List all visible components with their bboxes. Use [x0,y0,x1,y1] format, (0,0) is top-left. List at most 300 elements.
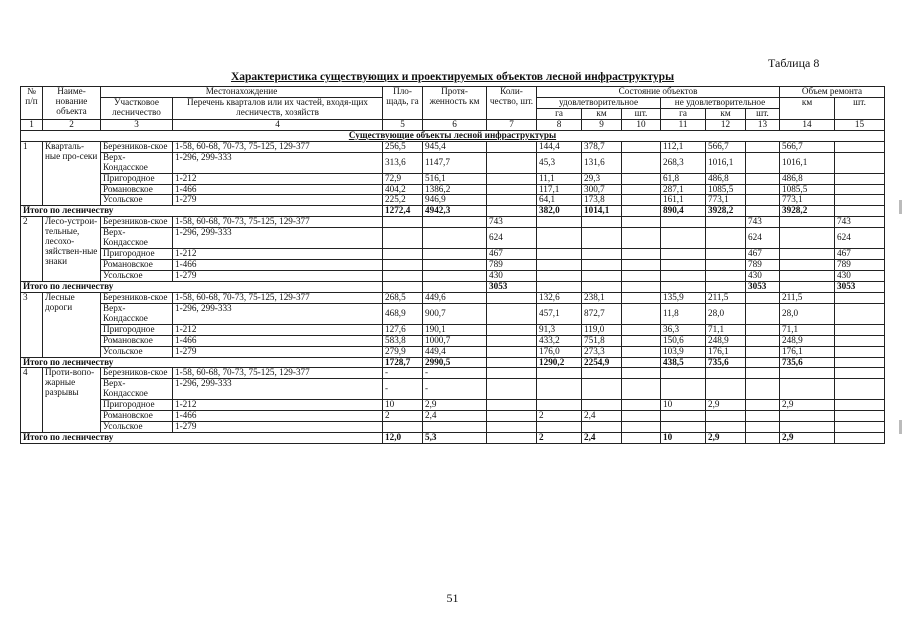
value-cell: 2,9 [423,400,487,411]
value-cell: 103,9 [661,346,706,357]
table-row [21,184,885,195]
quarters-list: 1-58, 60-68, 70-73, 75-125, 129-377 [173,141,383,152]
value-cell [706,379,746,400]
total-value: 5,3 [423,433,487,444]
total-value: 2,4 [582,433,622,444]
value-cell: 112,1 [661,141,706,152]
table-row [21,368,885,379]
total-value [835,433,885,444]
value-cell: 72,9 [383,173,423,184]
value-cell [835,346,885,357]
value-cell [661,368,706,379]
value-cell [383,260,423,271]
value-cell [582,271,622,282]
value-cell: 583,8 [383,335,423,346]
value-cell: 211,5 [706,292,746,303]
value-cell [746,379,780,400]
value-cell: 268,5 [383,292,423,303]
value-cell: 1016,1 [780,152,835,173]
header-row-1 [21,87,885,98]
value-cell [746,422,780,433]
total-value: 3053 [835,281,885,292]
total-value: 2254,9 [582,357,622,368]
value-cell [835,184,885,195]
value-cell: 404,2 [383,184,423,195]
value-cell: 10 [661,400,706,411]
forestry-district: Верх-Кондасское [101,152,173,173]
value-cell [582,368,622,379]
value-cell: 2 [537,411,582,422]
value-cell [582,379,622,400]
forestry-district: Романовское [101,184,173,195]
forestry-district: Романовское [101,335,173,346]
value-cell [746,411,780,422]
value-cell: 566,7 [706,141,746,152]
value-cell: 176,0 [537,346,582,357]
object-name: Лесные дороги [43,292,101,357]
value-cell: 430 [746,271,780,282]
object-number: 4 [21,368,43,433]
value-cell: 45,3 [537,152,582,173]
column-number: 11 [661,119,706,130]
forestry-district: Березников-ское [101,217,173,228]
total-value: 4942,3 [423,206,487,217]
table-body [21,130,885,443]
margin-mark [899,420,902,434]
col-bad-header: не удовлетворительное [661,97,780,108]
total-value: 1728,7 [383,357,423,368]
forestry-district: Березников-ское [101,368,173,379]
value-cell [746,184,780,195]
value-cell [706,249,746,260]
value-cell: 430 [487,271,537,282]
value-cell: 872,7 [582,303,622,324]
value-cell [423,217,487,228]
value-cell [622,152,661,173]
value-cell [706,217,746,228]
col-good-header: удовлетворительное [537,97,661,108]
table-title: Характеристика существующих и проектируемых объектов лесной инфраструктуры [230,71,675,83]
total-value: 10 [661,433,706,444]
table-row [21,411,885,422]
value-cell [746,292,780,303]
value-cell: 624 [835,228,885,249]
value-cell [706,228,746,249]
col-num-header: № п/п [21,87,43,120]
value-cell [706,271,746,282]
value-cell [582,217,622,228]
value-cell [582,400,622,411]
value-cell: 449,6 [423,292,487,303]
value-cell [423,422,487,433]
quarters-list: 1-466 [173,335,383,346]
forestry-district: Пригородное [101,400,173,411]
value-cell: 287,1 [661,184,706,195]
table-row [21,346,885,357]
table-row [21,141,885,152]
value-cell [835,173,885,184]
quarters-list: 1-466 [173,411,383,422]
table-row [21,379,885,400]
total-value [661,281,706,292]
value-cell: 624 [487,228,537,249]
value-cell [487,184,537,195]
value-cell: 176,1 [780,346,835,357]
value-cell: 378,7 [582,141,622,152]
total-value [746,206,780,217]
forestry-district: Романовское [101,411,173,422]
col-qty-header: Коли-чество, шт. [487,87,537,120]
value-cell: 132,6 [537,292,582,303]
value-cell: 1000,7 [423,335,487,346]
value-cell: 268,3 [661,152,706,173]
value-cell [746,173,780,184]
section-title: Существующие объекты лесной инфраструктуры [21,130,885,141]
total-value [746,433,780,444]
value-cell [780,379,835,400]
forestry-district: Пригородное [101,173,173,184]
value-cell [423,249,487,260]
table-row [21,303,885,324]
value-cell [383,422,423,433]
value-cell: 743 [835,217,885,228]
table-row [21,217,885,228]
column-number: 7 [487,119,537,130]
value-cell: - [423,379,487,400]
value-cell [661,271,706,282]
value-cell: 773,1 [706,195,746,206]
value-cell: 486,8 [780,173,835,184]
total-value: 2,9 [706,433,746,444]
value-cell: 161,1 [661,195,706,206]
value-cell [622,260,661,271]
value-cell [582,249,622,260]
value-cell [835,303,885,324]
value-cell: 457,1 [537,303,582,324]
total-value [487,206,537,217]
table-row [21,271,885,282]
table-row [21,324,885,335]
value-cell [487,400,537,411]
value-cell: 2,9 [780,400,835,411]
quarters-list: 1-212 [173,249,383,260]
quarters-list: 1-212 [173,324,383,335]
unit-ga: га [537,108,582,119]
column-number: 14 [780,119,835,130]
total-label: Итого по лесничеству [21,357,383,368]
value-cell [622,368,661,379]
value-cell [487,379,537,400]
value-cell [706,260,746,271]
forestry-district: Романовское [101,260,173,271]
value-cell: 36,3 [661,324,706,335]
total-value [423,281,487,292]
value-cell [487,152,537,173]
value-cell: 2,9 [706,400,746,411]
value-cell [622,195,661,206]
col-state-header: Состояние объектов [537,87,780,98]
value-cell [423,228,487,249]
object-name: Кварталь-ные про-секи [43,141,101,206]
value-cell [622,422,661,433]
value-cell: - [383,368,423,379]
value-cell: 248,9 [780,335,835,346]
total-value [487,433,537,444]
value-cell [835,195,885,206]
value-cell [537,271,582,282]
total-value: 2,9 [780,433,835,444]
quarters-list: 1-279 [173,195,383,206]
value-cell [582,260,622,271]
total-value: 3053 [746,281,780,292]
total-row [21,206,885,217]
value-cell: 273,3 [582,346,622,357]
col-location-header: Местонахождение [101,87,383,98]
value-cell: 313,6 [383,152,423,173]
value-cell [622,271,661,282]
total-value: 3053 [487,281,537,292]
value-cell [582,422,622,433]
value-cell [383,228,423,249]
value-cell [661,379,706,400]
object-name: Проти-вопо-жарные разрывы [43,368,101,433]
value-cell: 566,7 [780,141,835,152]
col-kv-header: Перечень кварталов или их частей, входя-щих лесничеств, хозяйств [173,97,383,119]
value-cell: 300,7 [582,184,622,195]
quarters-list: 1-279 [173,346,383,357]
value-cell: 946,9 [423,195,487,206]
value-cell [835,152,885,173]
value-cell: 1016,1 [706,152,746,173]
value-cell: - [383,379,423,400]
value-cell: 117,1 [537,184,582,195]
col-name-header: Наиме-нование объекта [43,87,101,120]
value-cell [780,368,835,379]
column-number: 4 [173,119,383,130]
total-value [835,357,885,368]
value-cell [835,379,885,400]
total-value [537,281,582,292]
value-cell: 64,1 [537,195,582,206]
value-cell [835,292,885,303]
value-cell [780,411,835,422]
value-cell [537,228,582,249]
value-cell [487,303,537,324]
value-cell [835,368,885,379]
value-cell [746,141,780,152]
quarters-list: 1-279 [173,422,383,433]
value-cell: 2 [383,411,423,422]
value-cell: 1147,7 [423,152,487,173]
total-value: 438,5 [661,357,706,368]
value-cell [487,411,537,422]
value-cell: 430 [835,271,885,282]
object-number: 3 [21,292,43,357]
value-cell: 11,1 [537,173,582,184]
total-value: 735,6 [780,357,835,368]
object-name: Лесо-устрои-тельные, лесохо-зяйствен-ные знаки [43,217,101,282]
value-cell [487,292,537,303]
value-cell [487,335,537,346]
value-cell [746,346,780,357]
total-value [383,281,423,292]
value-cell [746,324,780,335]
value-cell: 1085,5 [780,184,835,195]
table-label: Таблица 8 [768,56,820,70]
value-cell [622,249,661,260]
table-row [21,249,885,260]
value-cell [746,195,780,206]
total-value: 3928,2 [706,206,746,217]
table-row [21,335,885,346]
value-cell [780,228,835,249]
unit-ga: га [661,108,706,119]
value-cell [622,324,661,335]
value-cell [706,411,746,422]
value-cell: 11,8 [661,303,706,324]
value-cell [423,271,487,282]
value-cell [661,411,706,422]
column-number: 12 [706,119,746,130]
infrastructure-table [20,86,885,444]
table-row [21,292,885,303]
total-value [622,433,661,444]
value-cell [537,249,582,260]
value-cell [661,228,706,249]
value-cell: 238,1 [582,292,622,303]
value-cell: 131,6 [582,152,622,173]
value-cell [383,249,423,260]
value-cell: 743 [746,217,780,228]
value-cell: 211,5 [780,292,835,303]
value-cell [706,422,746,433]
value-cell: 433,2 [537,335,582,346]
total-label: Итого по лесничеству [21,281,383,292]
value-cell [622,292,661,303]
value-cell: 486,8 [706,173,746,184]
total-row [21,357,885,368]
quarters-list: 1-58, 60-68, 70-73, 75-125, 129-377 [173,368,383,379]
value-cell [835,411,885,422]
unit-km: км [582,108,622,119]
value-cell [383,271,423,282]
value-cell: 467 [487,249,537,260]
value-cell: 29,3 [582,173,622,184]
value-cell: 789 [746,260,780,271]
value-cell: 1085,5 [706,184,746,195]
value-cell: 176,1 [706,346,746,357]
table-row [21,228,885,249]
quarters-list: 1-296, 299-333 [173,228,383,249]
total-value: 3928,2 [780,206,835,217]
value-cell [487,346,537,357]
value-cell [746,335,780,346]
value-cell [537,400,582,411]
value-cell [622,173,661,184]
value-cell [780,249,835,260]
value-cell: 449,4 [423,346,487,357]
column-number: 3 [101,119,173,130]
value-cell [746,303,780,324]
value-cell [622,228,661,249]
value-cell [537,217,582,228]
value-cell: 2,4 [582,411,622,422]
value-cell: 467 [746,249,780,260]
value-cell [487,422,537,433]
value-cell [537,379,582,400]
total-value: 2990,5 [423,357,487,368]
value-cell [622,400,661,411]
value-cell [835,422,885,433]
value-cell: 71,1 [706,324,746,335]
quarters-list: 1-466 [173,184,383,195]
value-cell [780,217,835,228]
value-cell: 789 [835,260,885,271]
value-cell [383,217,423,228]
forestry-district: Усольское [101,422,173,433]
forestry-district: Верх-Кондасское [101,379,173,400]
value-cell: 773,1 [780,195,835,206]
forestry-district: Верх-Кондасское [101,303,173,324]
page-number: 51 [446,591,459,605]
value-cell [835,400,885,411]
total-value: 1290,2 [537,357,582,368]
forestry-district: Усольское [101,271,173,282]
col-repair-km-header: км [780,97,835,119]
value-cell: 1386,2 [423,184,487,195]
value-cell [622,303,661,324]
value-cell [780,271,835,282]
total-value: 735,6 [706,357,746,368]
col-area-header: Пло-щадь, га [383,87,423,120]
total-value [582,281,622,292]
value-cell [746,152,780,173]
section-row [21,130,885,141]
value-cell: 516,1 [423,173,487,184]
value-cell: 279,9 [383,346,423,357]
value-cell: 28,0 [706,303,746,324]
column-number: 9 [582,119,622,130]
forestry-district: Березников-ское [101,141,173,152]
value-cell [835,335,885,346]
total-value [622,357,661,368]
forestry-district: Пригородное [101,324,173,335]
quarters-list: 1-466 [173,260,383,271]
value-cell: 150,6 [661,335,706,346]
value-cell: 135,9 [661,292,706,303]
value-cell: 743 [487,217,537,228]
col-length-header: Протя-женность км [423,87,487,120]
quarters-list: 1-296, 299-333 [173,379,383,400]
table-row [21,400,885,411]
column-number: 1 [21,119,43,130]
value-cell: 61,8 [661,173,706,184]
value-cell: 10 [383,400,423,411]
table-row [21,173,885,184]
value-cell: 248,9 [706,335,746,346]
total-row [21,433,885,444]
value-cell [746,400,780,411]
total-value [706,281,746,292]
value-cell: 789 [487,260,537,271]
value-cell [487,324,537,335]
value-cell: 945,4 [423,141,487,152]
value-cell [487,141,537,152]
table-row [21,152,885,173]
total-value [487,357,537,368]
total-value [622,281,661,292]
column-number: 6 [423,119,487,130]
